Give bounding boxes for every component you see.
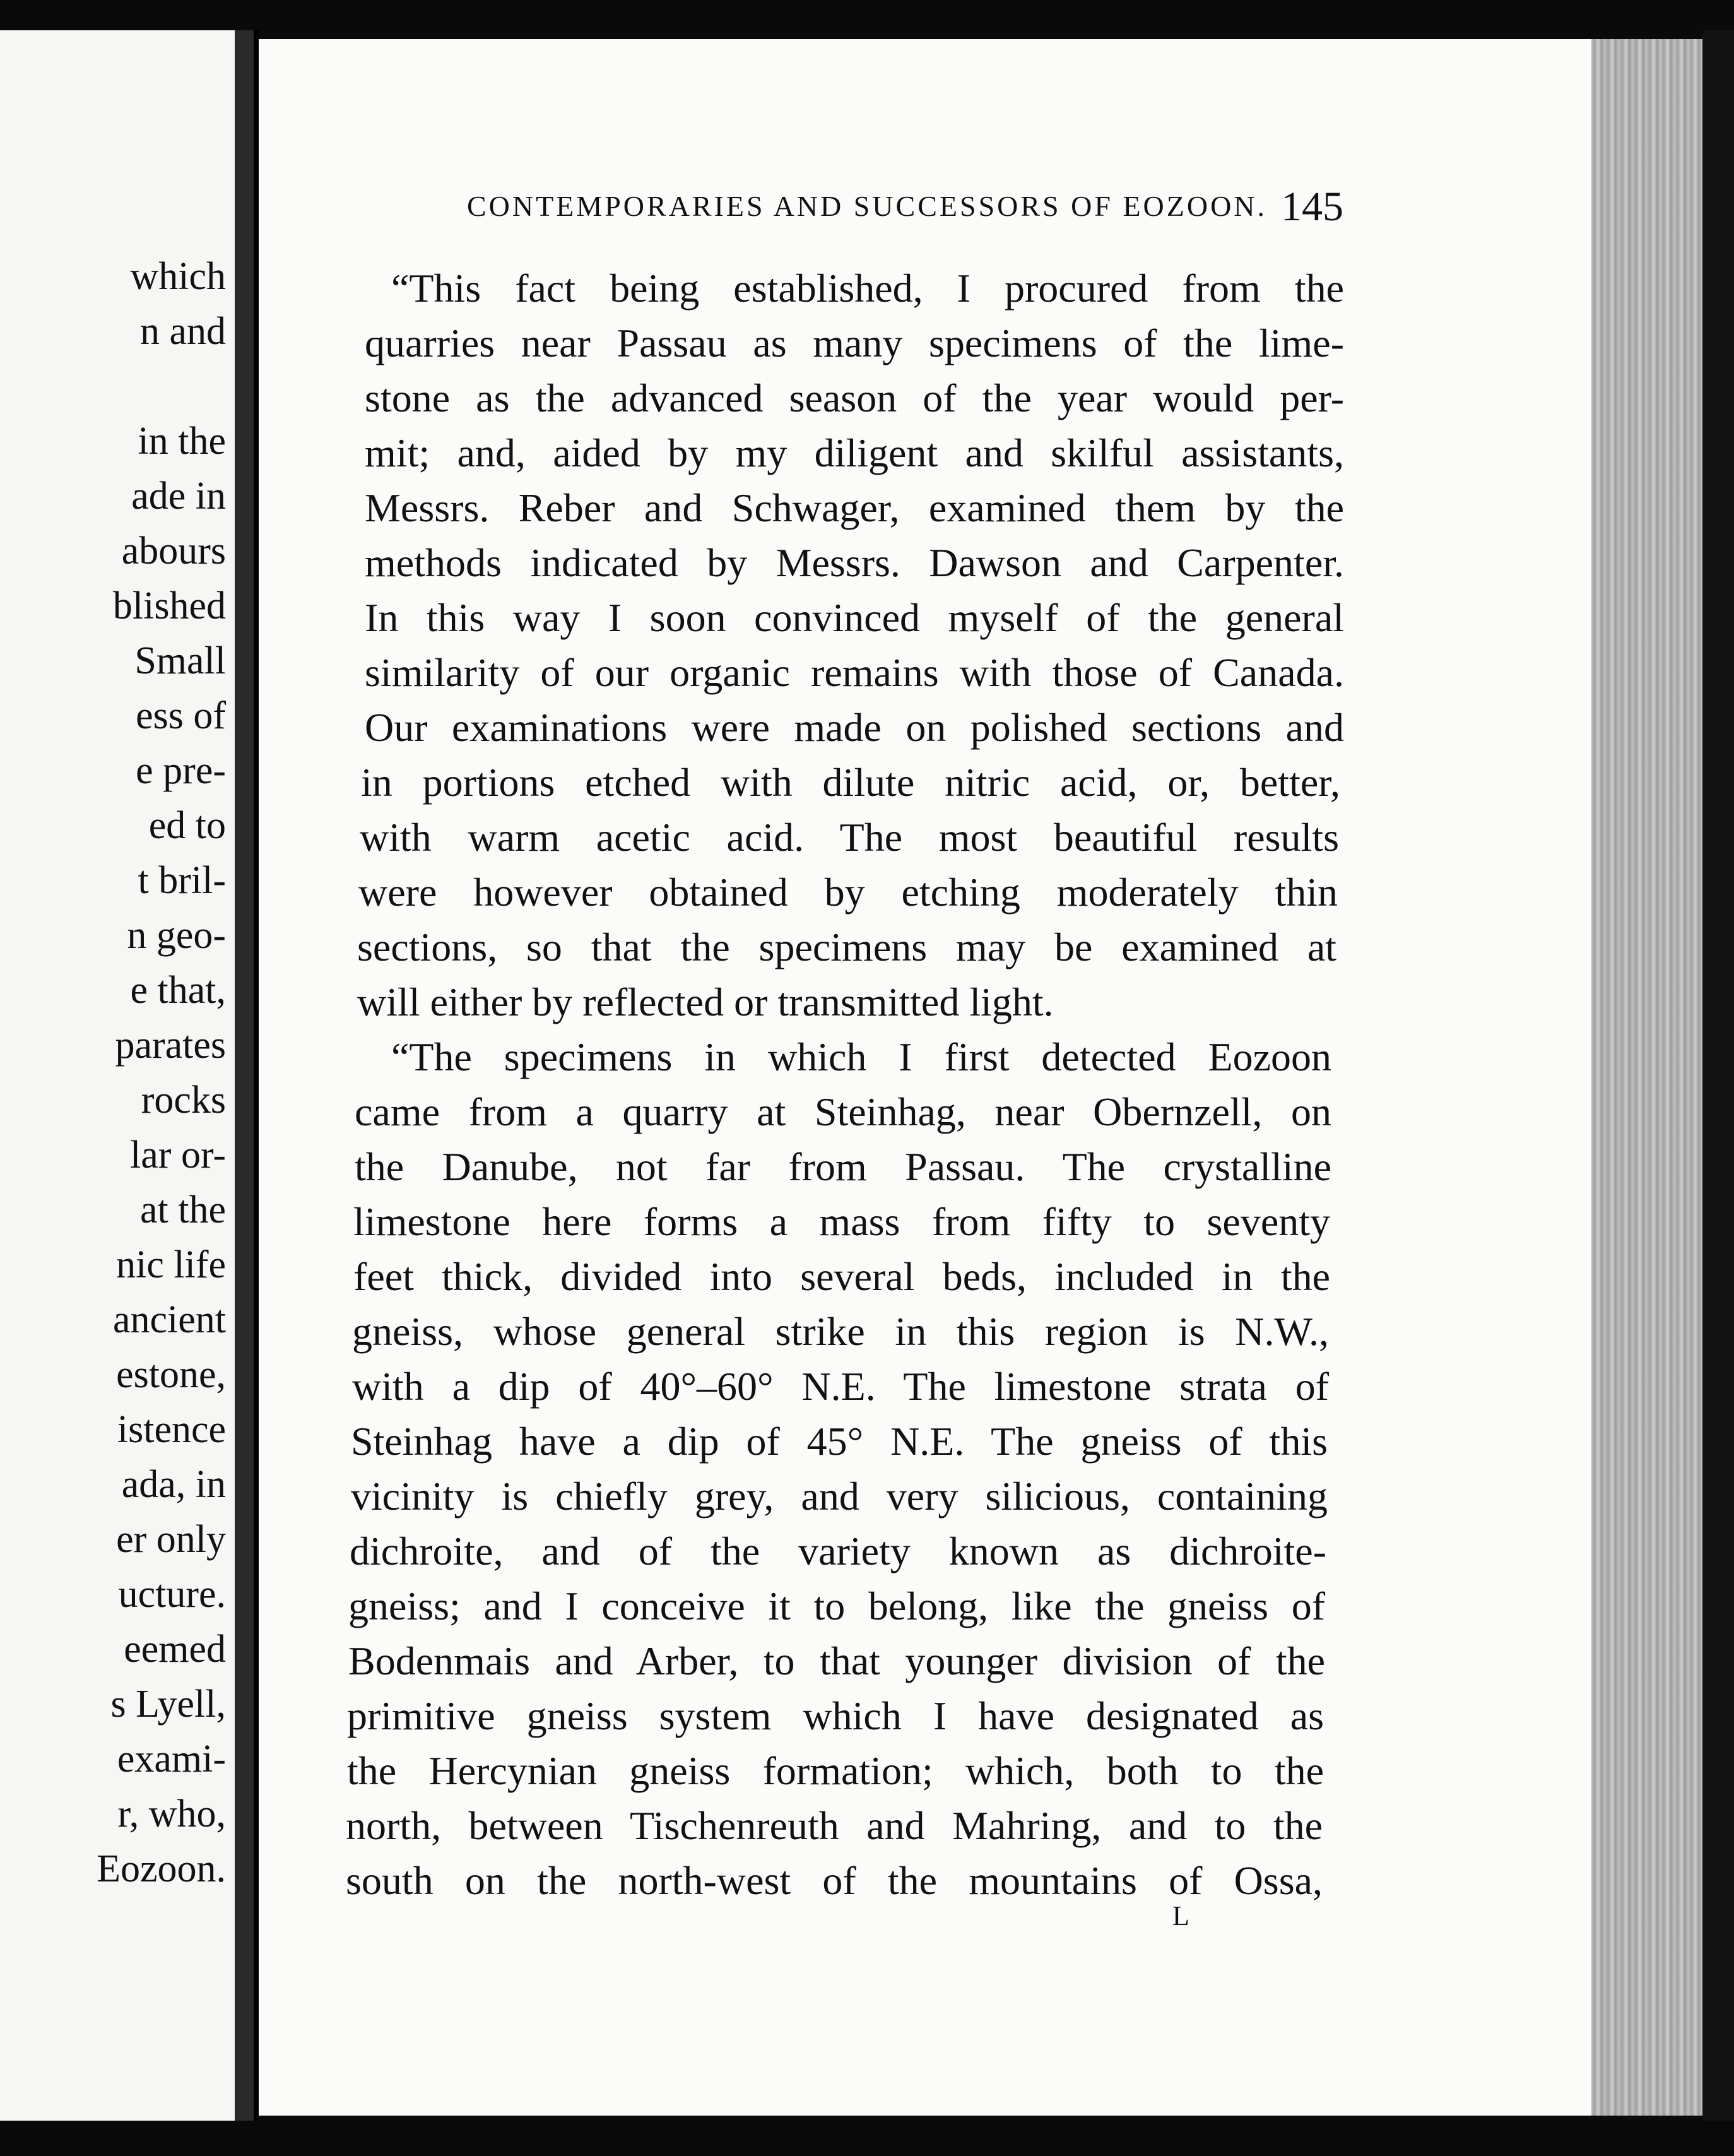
text-line: the Hercynian gneiss formation; which, both to the <box>347 1748 1324 1793</box>
text-line: similarity of our organic remains with those of Canada. <box>365 650 1344 695</box>
text-line: vicinity is chiefly grey, and very silicious, containing <box>351 1474 1328 1519</box>
page-number: 145 <box>1281 184 1343 230</box>
text-line: quarries near Passau as many specimens of the lime- <box>365 321 1344 365</box>
left-page-line: n and <box>139 310 226 353</box>
left-page-line: at the <box>140 1188 226 1231</box>
left-page-line: in the <box>138 420 226 463</box>
text-line: Our examinations were made on polished sections and <box>365 705 1344 750</box>
left-page-line: e that, <box>130 969 226 1012</box>
text-line: primitive gneiss system which I have designated as <box>347 1693 1324 1738</box>
text-line: feet thick, divided into several beds, included in the <box>353 1254 1330 1299</box>
text-line: north, between Tischenreuth and Mahring, and to the <box>346 1803 1323 1848</box>
text-line: came from a quarry at Steinhag, near Obernzell, on <box>355 1089 1331 1134</box>
left-page-line: r, who, <box>117 1792 226 1835</box>
left-page-line: e pre- <box>136 749 226 792</box>
text-line: limestone here forms a mass from fifty to seventy <box>353 1199 1330 1244</box>
text-line: sections, so that the specimens may be examined at <box>357 925 1336 969</box>
left-page-line: ucture. <box>118 1573 226 1616</box>
gutter-shadow <box>254 30 259 2126</box>
scan-border-right <box>1702 30 1734 2156</box>
left-page-line: exami- <box>117 1738 226 1780</box>
text-line: with a dip of 40°–60° N.E. The limestone strata of <box>352 1364 1329 1409</box>
text-line: gneiss; and I conceive it to belong, like the gneiss of <box>348 1584 1325 1628</box>
left-page-line: blished <box>112 584 226 627</box>
running-head: CONTEMPORARIES AND SUCCESSORS OF EOZOON. <box>467 190 1268 222</box>
text-line: with warm acetic acid. The most beautiful results <box>360 815 1339 860</box>
text-line: stone as the advanced season of the year would per- <box>365 376 1344 420</box>
text-line: the Danube, not far from Passau. The crystalline <box>355 1144 1331 1189</box>
left-page-line: Small <box>134 639 226 682</box>
text-line: dichroite, and of the variety known as dichroite- <box>350 1529 1326 1573</box>
text-line: “The specimens in which I first detected Eozoon <box>391 1034 1331 1079</box>
signature-mark: L <box>1172 1900 1191 1931</box>
text-line: south on the north-west of the mountains of Ossa, <box>346 1858 1323 1903</box>
text-line: Messrs. Reber and Schwager, examined them by the <box>365 485 1344 530</box>
text-line: In this way I soon convinced myself of the general <box>365 595 1344 640</box>
left-page-line: eemed <box>124 1628 226 1671</box>
left-page-line: lar or- <box>130 1134 226 1176</box>
text-line: methods indicated by Messrs. Dawson and Carpenter. <box>365 540 1344 585</box>
left-page-line: abours <box>121 530 226 572</box>
text-line: mit; and, aided by my diligent and skilful assistants, <box>365 430 1344 475</box>
left-page-line: er only <box>116 1518 226 1561</box>
left-page-line: n geo- <box>127 914 226 957</box>
left-page-line: rocks <box>141 1079 226 1122</box>
text-line: Steinhag have a dip of 45° N.E. The gneiss of this <box>351 1419 1328 1464</box>
book-gutter <box>235 30 254 2126</box>
scan-border-top <box>0 0 1734 44</box>
left-page-line: istence <box>117 1408 226 1451</box>
left-page-fragment <box>0 30 235 2126</box>
left-page-line: which <box>130 255 226 298</box>
left-page-line: Eozoon. <box>97 1847 226 1890</box>
scan-border-bottom <box>0 2121 1734 2156</box>
text-line: in portions etched with dilute nitric acid, or, better, <box>361 760 1340 805</box>
text-line: will either by reflected or transmitted light. <box>357 980 1054 1024</box>
text-line: “This fact being established, I procured from the <box>391 266 1344 311</box>
text-line: were however obtained by etching moderately thin <box>358 870 1338 915</box>
left-page-line: ade in <box>131 475 226 518</box>
left-page-line: nic life <box>116 1243 226 1286</box>
left-page-line: t bril- <box>138 859 226 902</box>
page-fore-edge <box>1591 39 1702 2116</box>
left-page-line: ada, in <box>121 1463 226 1506</box>
left-page-line: ess of <box>136 694 226 737</box>
left-page-line: ancient <box>112 1298 226 1341</box>
left-page-line: estone, <box>116 1353 226 1396</box>
left-page-line: ed to <box>148 804 226 847</box>
text-line: Bodenmais and Arber, to that younger division of the <box>348 1638 1325 1683</box>
text-line: gneiss, whose general strike in this region is N.W., <box>352 1309 1329 1354</box>
left-page-line: parates <box>115 1024 226 1067</box>
left-page-line: s Lyell, <box>110 1683 226 1726</box>
